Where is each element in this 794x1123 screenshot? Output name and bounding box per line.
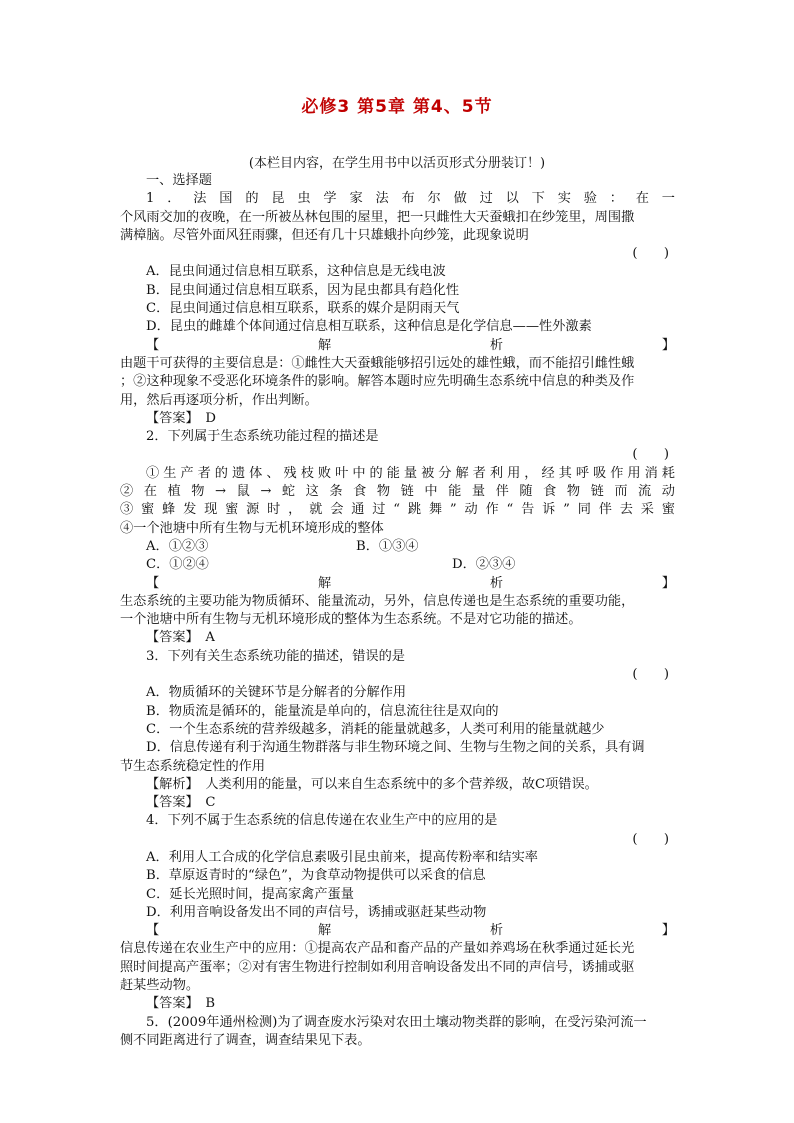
q4-option-d: D．利用音响设备发出不同的声信号，诱捕或驱赶某些动物: [146, 904, 487, 920]
q4-option-c: C．延长光照时间，提高家禽产蛋量: [146, 886, 354, 902]
q3-analysis: 【解析】 人类利用的能量，可以来自生态系统中的多个营养级，故C项错误。: [146, 776, 598, 792]
q2-statement-2: ②在植物→鼠→蛇这条食物链中能量伴随食物链而流动: [120, 484, 675, 500]
q2-stem: 2．下列属于生态系统功能过程的描述是: [146, 429, 379, 445]
q3-stem: 3．下列有关生态系统功能的描述，错误的是: [146, 648, 405, 664]
q3-option-d: D．信息传递有利于沟通生物群落与非生物环境之间、生物与生物之间的关系，具有调: [146, 740, 645, 756]
q3-option-a: A．物质循环的关键环节是分解者的分解作用: [146, 685, 407, 701]
q1-option-a: A．昆虫间通过信息相互联系，这种信息是无线电波: [146, 264, 446, 280]
q2-option-c: C．①②④: [146, 557, 209, 573]
q2-option-d: D．②③④: [452, 557, 516, 573]
q1-option-d: D．昆虫的雌雄个体间通过信息相互联系，这种信息是化学信息——性外激素: [146, 319, 592, 335]
q1-analysis-line: 由题干可获得的主要信息是：①雌性大天蚕蛾能够招引远处的雄性蛾，而不能招引雌性蛾: [120, 355, 635, 371]
q1-stem-line: 满樟脑。尽管外面风狂雨骤，但还有几十只雄蛾扑向纱笼，此现象说明: [120, 227, 529, 243]
q2-option-b: B．①③④: [356, 538, 419, 554]
question-5: [120, 1014, 675, 1051]
q2-analysis-line: 一个池塘中所有生物与无机环境形成的整体为生态系统。不是对它功能的描述。: [120, 612, 582, 628]
q2-statement-1: ①生产者的遗体、残枝败叶中的能量被分解者利用，经其呼吸作用消耗: [146, 465, 675, 481]
q1-answer: 【答案】 D: [146, 410, 216, 426]
answer-blank: ( ): [632, 447, 669, 463]
question-3: [120, 648, 675, 813]
answer-blank: ( ): [632, 246, 669, 262]
q3-option-b: B．物质流是循环的，能量流是单向的，信息流往往是双向的: [146, 703, 499, 719]
q3-answer: 【答案】 C: [146, 795, 216, 811]
q2-statement-3: ③蜜蜂发现蜜源时，就会通过“跳舞”动作“告诉”同伴去采蜜: [120, 502, 675, 518]
q4-option-b: B．草原返青时的“绿色”，为食草动物提供可以采食的信息: [146, 868, 486, 884]
q4-analysis-line: 照时间提高产蛋率；②对有害生物进行控制如利用音响设备发出不同的声信号，诱捕或驱: [120, 959, 635, 975]
q1-analysis-line: 用，然后再逐项分析，作出判断。: [120, 392, 318, 408]
analysis-label: 【 解 析 】: [146, 337, 675, 353]
q4-answer: 【答案】 B: [146, 996, 216, 1012]
page-title: 必修3 第5章 第4、5节: [301, 97, 493, 117]
q2-answer: 【答案】 A: [146, 630, 215, 646]
q4-stem: 4．下列不属于生态系统的信息传递在农业生产中的应用的是: [146, 813, 498, 829]
q4-analysis-line: 赶某些动物。: [120, 978, 200, 994]
binding-note: (本栏目内容，在学生用书中以活页形式分册装订！): [248, 156, 546, 171]
analysis-label: 【 解 析 】: [146, 575, 675, 591]
q3-option-c: C．一个生态系统的营养级越多，消耗的能量就越多，人类可利用的能量就越少: [146, 721, 605, 737]
q1-option-c: C．昆虫间通过信息相互联系，联系的媒介是阴雨天气: [146, 301, 460, 317]
q1-stem-line: 个风雨交加的夜晚，在一所被丛林包围的屋里，把一只雌性大天蚕蛾扣在纱笼里，周围撒: [120, 209, 635, 225]
q5-stem-line: 5．(2009年通州检测)为了调查废水污染对农田土壤动物类群的影响，在受污染河流一: [146, 1014, 647, 1030]
q2-options-row: [120, 538, 675, 556]
question-4: [120, 812, 675, 1013]
q2-option-a: A．①②③: [146, 538, 209, 554]
question-2: [120, 428, 675, 648]
q5-stem-line: 侧不同距离进行了调查，调查结果见下表。: [120, 1032, 371, 1048]
q2-analysis-line: 生态系统的主要功能为物质循环、能量流动，另外，信息传递也是生态系统的重要功能，: [120, 593, 635, 609]
answer-blank: ( ): [632, 831, 669, 847]
answer-blank: ( ): [632, 667, 669, 683]
analysis-label: 【 解 析 】: [146, 923, 675, 939]
q2-options-row: [120, 556, 675, 574]
section-heading: 一、选择题: [146, 173, 212, 188]
question-1: [120, 190, 675, 428]
q2-statement-4: ④一个池塘中所有生物与无机环境形成的整体: [120, 520, 384, 536]
q4-option-a: A．利用人工合成的化学信息素吸引昆虫前来，提高传粉率和结实率: [146, 849, 538, 865]
q1-option-b: B．昆虫间通过信息相互联系，因为昆虫都具有趋化性: [146, 282, 460, 298]
q4-analysis-line: 信息传递在农业生产中的应用：①提高农产品和畜产品的产量如养鸡场在秋季通过延长光: [120, 941, 635, 957]
q3-option-d-continued: 节生态系统稳定性的作用: [120, 758, 266, 774]
q1-stem-line: 1．法国的昆虫学家法布尔做过以下实验：在一: [146, 191, 675, 207]
q1-analysis-line: ；②这种现象不受恶化环境条件的影响。解答本题时应先明确生态系统中信息的种类及作: [120, 374, 635, 390]
content-body: [120, 172, 675, 1050]
